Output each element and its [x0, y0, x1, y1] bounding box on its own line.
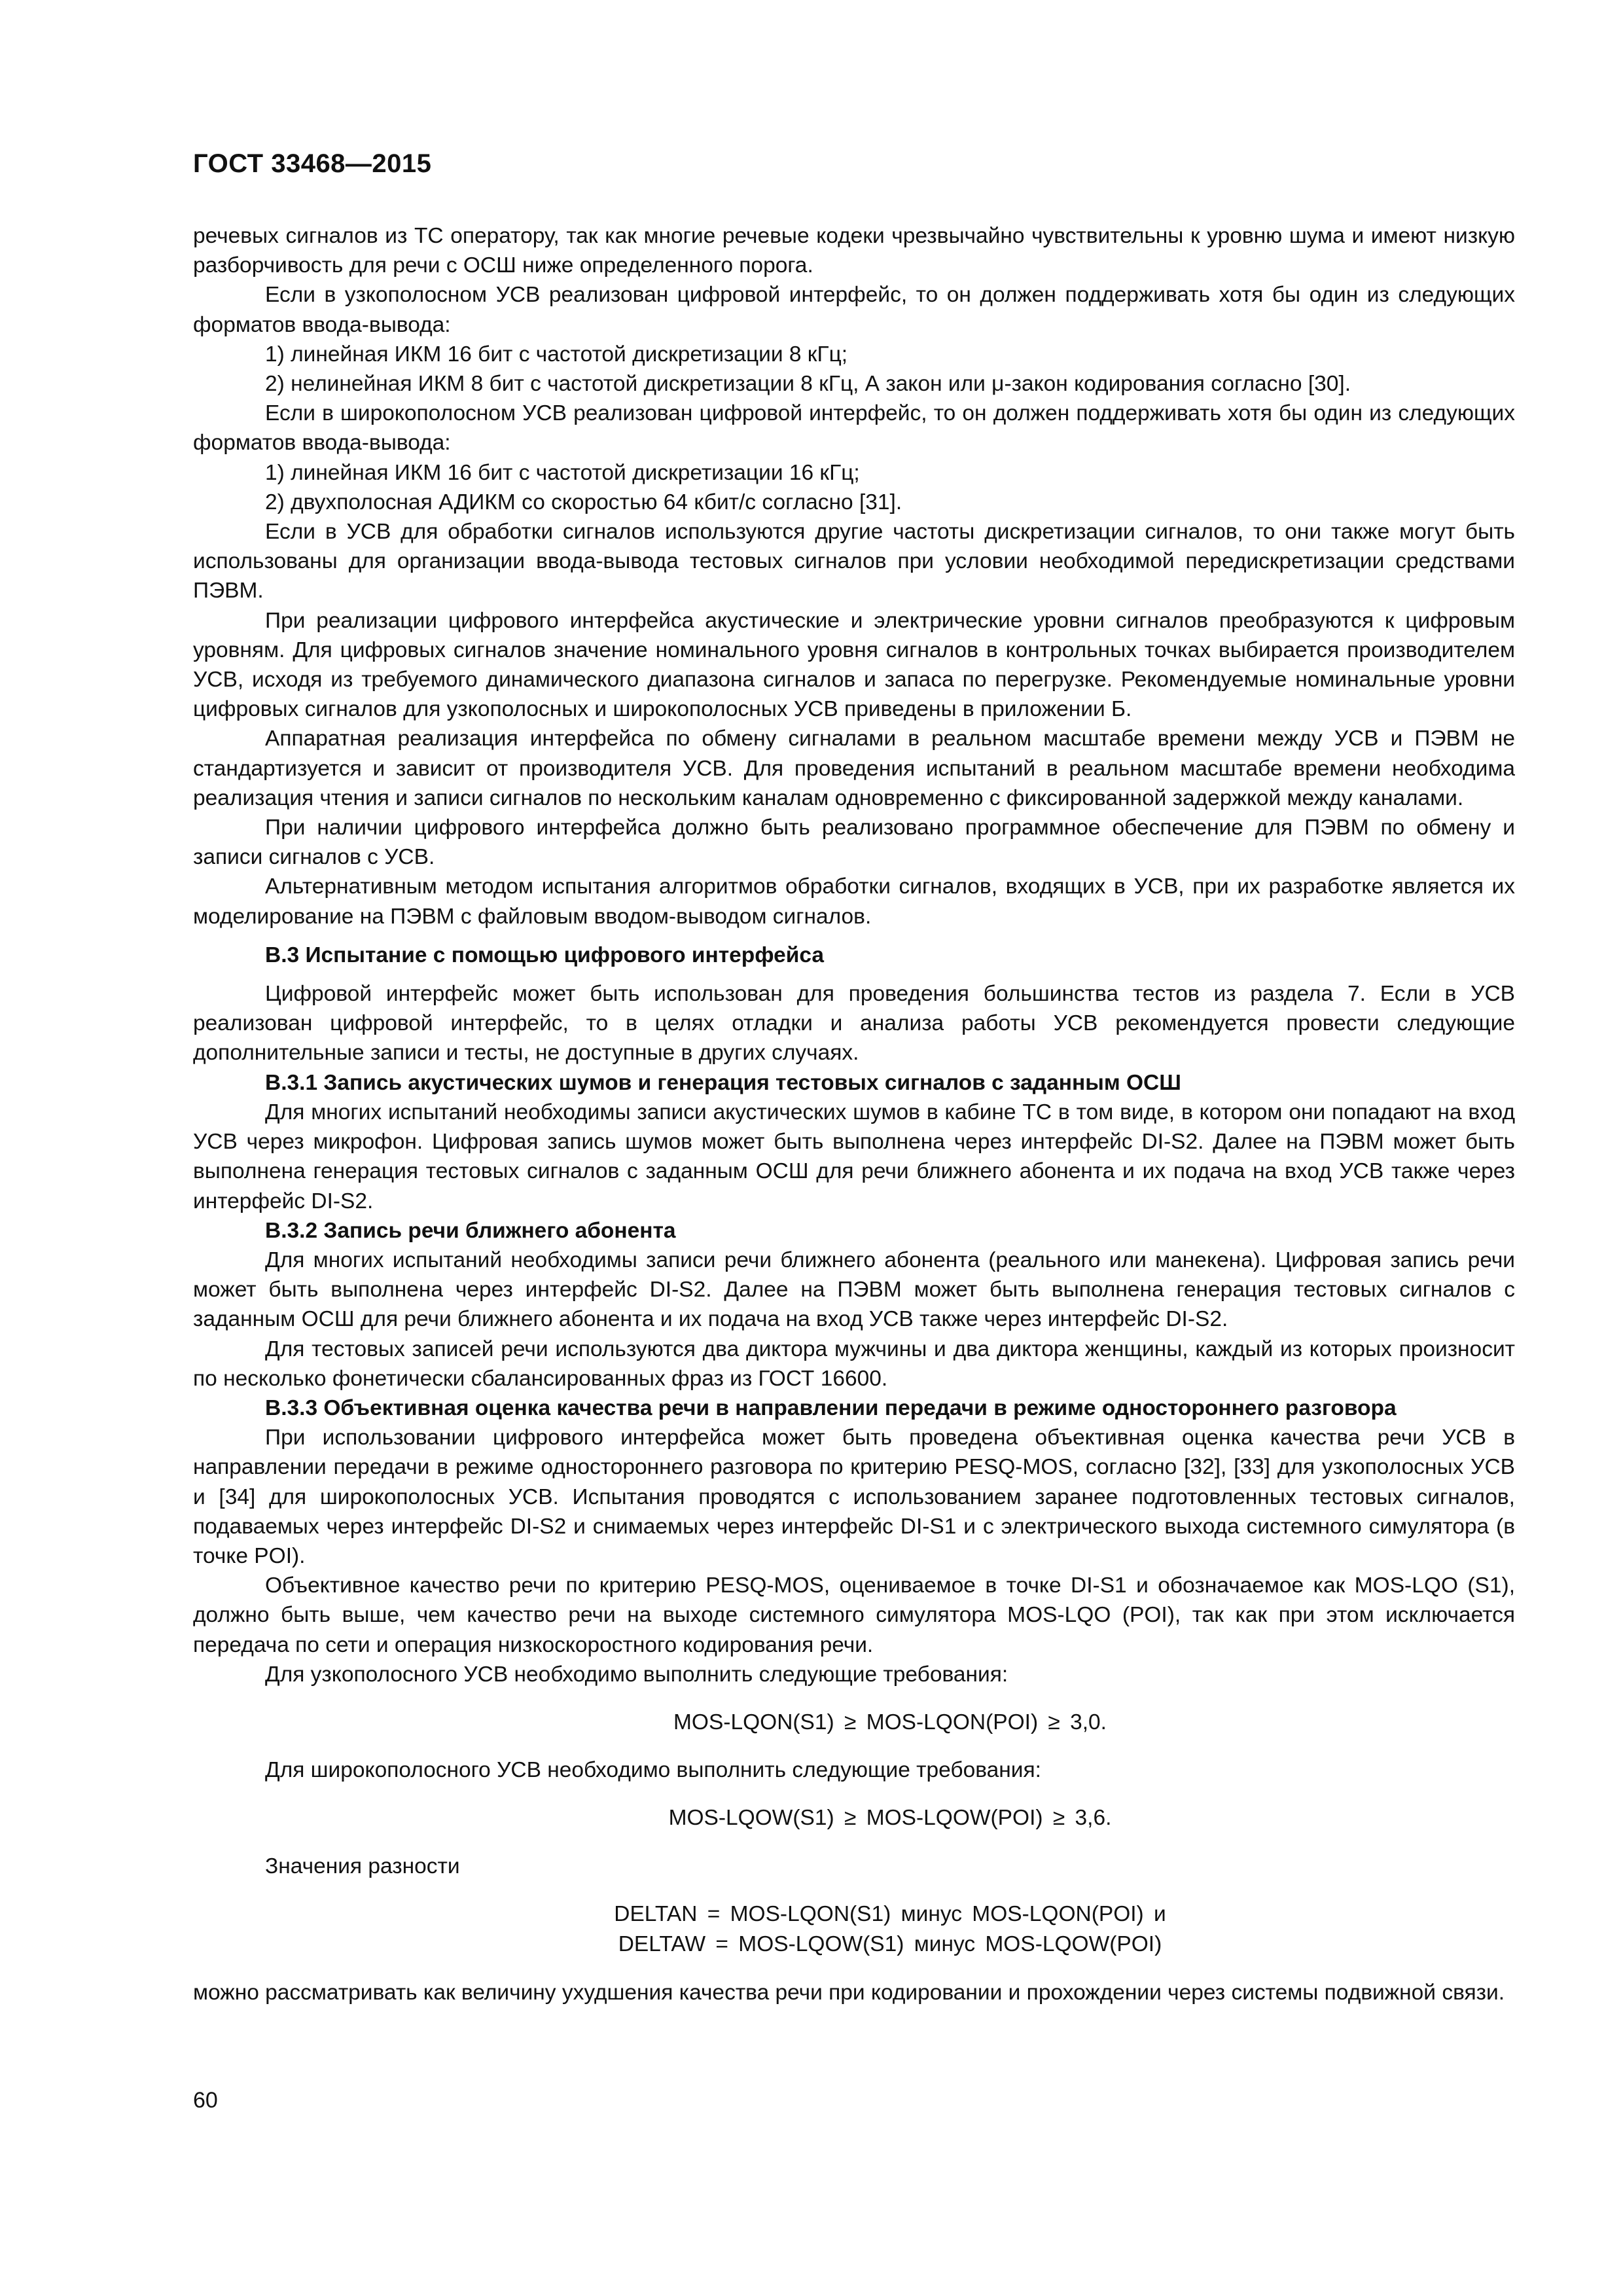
paragraph: Если в узкополосном УСВ реализован цифровой интерфейс, то он должен поддерживать хотя бы один из следующих форматов ввода-вывода:: [193, 283, 1515, 337]
paragraph: Альтернативным методом испытания алгоритмов обработки сигналов, входящих в УСВ, при их разработке является их моделирование на ПЭВМ с файловым вводом-выводом сигналов.: [193, 874, 1515, 929]
paragraph: можно рассматривать как величину ухудшения качества речи при кодировании и прохождении через системы подвижной связи.: [193, 1980, 1505, 2005]
paragraph: При реализации цифрового интерфейса акустические и электрические уровни сигналов преобразуются к цифровым уровням. Для цифровых сигналов значение номинального уровня сигналов в контрольных точках выбирается производителем УСВ, исходя из требуемого динамического диапазона сигналов и запаса по перегрузке. Рекомендуемые номинальные уровни цифровых сигналов для узкополосных и широкополосных УСВ приведены в приложении Б.: [193, 608, 1515, 722]
section-heading-b3-1: В.3.1 Запись акустических шумов и генерация тестовых сигналов с заданным ОСШ: [265, 1070, 1181, 1095]
paragraph: При наличии цифрового интерфейса должно быть реализовано программное обеспечение для ПЭВМ по обмену и записи сигналов с УСВ.: [193, 816, 1515, 870]
document-header: ГОСТ 33468—2015: [193, 149, 432, 178]
paragraph: Цифровой интерфейс может быть использован для проведения большинства тестов из раздела 7. Если в УСВ реализован цифровой интерфейс, то в целях отладки и анализа работы УСВ рекомендуется провести следующие дополнительные записи и тесты, не доступные в других случаях.: [193, 982, 1515, 1066]
paragraph: Для тестовых записей речи используются два диктора мужчины и два диктора женщины, каждый из которых произносит по несколько фонетически сбалансированных фраз из ГОСТ 16600.: [193, 1336, 1515, 1391]
list-item: 2) нелинейная ИКМ 8 бит с частотой дискретизации 8 кГц, А закон или μ-закон кодирования согласно [30].: [265, 372, 1351, 397]
section-heading-b3-2: В.3.2 Запись речи ближнего абонента: [265, 1218, 676, 1243]
paragraph: Если в УСВ для обработки сигналов используются другие частоты дискретизации сигналов, то они также могут быть использованы для организации ввода-вывода тестовых сигналов при условии необходимой передискретизации средствами ПЭВМ.: [193, 520, 1515, 603]
page-number: 60: [193, 2088, 218, 2113]
paragraph: Для многих испытаний необходимы записи речи ближнего абонента (реального или манекена). Цифровая запись речи может быть выполнена через интерфейс DI-S2. Далее на ПЭВМ может быть выполнена генерация тестовых сигналов с заданным ОСШ для речи ближнего абонента и их подача на вход УСВ также через интерфейс DI-S2.: [193, 1247, 1515, 1332]
section-heading-b3: В.3 Испытание с помощью цифрового интерфейса: [265, 942, 824, 967]
paragraph: Аппаратная реализация интерфейса по обмену сигналами в реальном масштабе времени между УСВ и ПЭВМ не стандартизуется и зависит от производителя УСВ. Для проведения испытаний в реальном масштабе времени необходима реализация чтения и записи сигналов по нескольким каналам одновременно с фиксированной задержкой между каналами.: [193, 726, 1515, 810]
formula-line: DELTAW = MOS-LQOW(S1) минус MOS-LQOW(POI): [618, 1931, 1162, 1956]
paragraph: Для узкополосного УСВ необходимо выполнить следующие требования:: [265, 1662, 1008, 1687]
document-body: [193, 221, 1515, 2007]
paragraph: Для широкополосного УСВ необходимо выполнить следующие требования:: [265, 1758, 1041, 1783]
list-item: 1) линейная ИКМ 16 бит с частотой дискретизации 8 кГц;: [265, 342, 848, 367]
paragraph: При использовании цифрового интерфейса может быть проведена объективная оценка качества речи УСВ в направлении передачи в режиме одностороннего разговора по критерию PESQ-MOS, согласно [32], [33] для узкополосных УСВ и [34] для широкополосных УСВ. Испытания проводятся с использованием заранее подготовленных тестовых сигналов, подаваемых через интерфейс DI-S2 и снимаемых через интерфейс DI-S1 и с электрического выхода системного симулятора (в точке POI).: [193, 1426, 1515, 1568]
paragraph: речевых сигналов из ТС оператору, так как многие речевые кодеки чрезвычайно чувствительны к уровню шума и имеют низкую разборчивость для речи с ОСШ ниже определенного порога.: [193, 224, 1515, 278]
list-item: 1) линейная ИКМ 16 бит с частотой дискретизации 16 кГц;: [265, 460, 860, 485]
paragraph: Для многих испытаний необходимы записи акустических шумов в кабине ТС в том виде, в котором они попадают на вход УСВ через микрофон. Цифровая запись шумов может быть выполнена через интерфейс DI-S2. Далее на ПЭВМ может быть выполнена генерация тестовых сигналов с заданным ОСШ для речи ближнего абонента и их подача на вход УСВ также через интерфейс DI-S2.: [193, 1100, 1515, 1213]
paragraph: Если в широкополосном УСВ реализован цифровой интерфейс, то он должен поддерживать хотя бы один из следующих форматов ввода-вывода:: [193, 401, 1515, 456]
formula-narrowband: MOS-LQON(S1) ≥ MOS-LQON(POI) ≥ 3,0.: [673, 1710, 1107, 1734]
section-heading-b3-3: В.3.3 Объективная оценка качества речи в направлении передачи в режиме одностороннего разговора: [265, 1395, 1397, 1420]
formula-line: DELTAN = MOS-LQON(S1) минус MOS-LQON(POI) и: [614, 1901, 1166, 1926]
paragraph: Значения разности: [265, 1854, 460, 1878]
paragraph: Объективное качество речи по критерию PESQ-MOS, оцениваемое в точке DI-S1 и обозначаемое как MOS-LQO (S1), должно быть выше, чем качество речи на выходе системного симулятора MOS-LQO (POI), так как при этом исключается передача по сети и операция низкоскоростного кодирования речи.: [193, 1573, 1515, 1657]
formula-wideband: MOS-LQOW(S1) ≥ MOS-LQOW(POI) ≥ 3,6.: [668, 1806, 1112, 1831]
formula-difference: [193, 1899, 1515, 1960]
list-item: 2) двухполосная АДИКМ со скоростью 64 кбит/с согласно [31].: [265, 490, 902, 514]
